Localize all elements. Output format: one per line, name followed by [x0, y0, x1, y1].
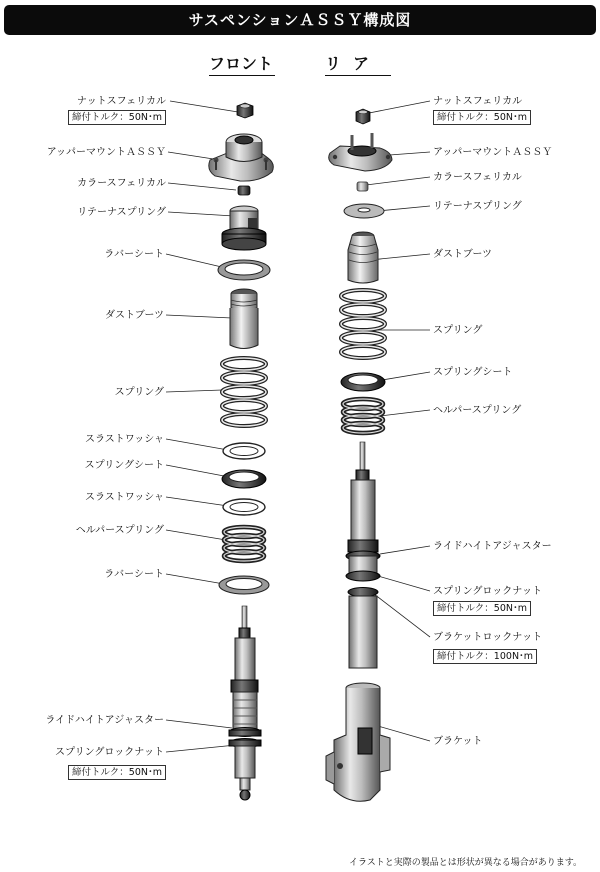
- front-spring-lock-nut-label: スプリングロックナット: [55, 747, 164, 758]
- rear-dust-boot-label: ダストブーツ: [433, 249, 492, 260]
- rear-nut-torque-spec: 締付トルク：50N･m: [433, 110, 531, 125]
- rear-bracket-lock-torque-spec: 締付トルク：100N･m: [433, 649, 537, 664]
- front-thrust-washer-lower-label: スラストワッシャ: [85, 492, 164, 503]
- front-rubber-seat-upper-label: ラバーシート: [104, 249, 164, 260]
- front-rubber-seat-lower-label: ラバーシート: [104, 569, 164, 580]
- rear-spring-seat-label: スプリングシート: [433, 367, 513, 378]
- diagram-title: サスペンションＡＳＳＹ構成図: [4, 5, 596, 35]
- front-spring-seat-label: スプリングシート: [84, 460, 164, 471]
- front-upper-mount-label: アッパーマウントＡＳＳＹ: [46, 147, 166, 158]
- rear-retainer-spring-label: リテーナスプリング: [433, 201, 522, 212]
- front-dust-boot-label: ダストブーツ: [105, 310, 164, 321]
- rear-upper-mount-label: アッパーマウントＡＳＳＹ: [433, 147, 553, 158]
- rear-assembly: [326, 109, 392, 801]
- front-retainer-spring-label: リテーナスプリング: [77, 207, 166, 218]
- rear-nut-spherical-label: ナットスフェリカル: [433, 96, 523, 107]
- rear-spring-lock-torque-spec: 締付トルク：50N･m: [433, 601, 531, 616]
- rear-helper-spring-label: ヘルパースプリング: [433, 405, 522, 416]
- rear-spring-lock-nut-label: スプリングロックナット: [433, 586, 542, 597]
- front-thrust-washer-upper-label: スラストワッシャ: [85, 434, 164, 445]
- leader-lines: [166, 101, 430, 752]
- rear-ride-height-adjuster-label: ライドハイトアジャスター: [433, 541, 552, 552]
- rear-bracket-label: ブラケット: [433, 736, 483, 747]
- rear-spring-label: スプリング: [433, 325, 483, 336]
- front-spring-lock-torque-spec: 締付トルク：50N･m: [68, 765, 166, 780]
- rear-column-heading: リア: [325, 54, 391, 76]
- rear-bracket-lock-nut-label: ブラケットロックナット: [433, 632, 543, 643]
- front-column-heading: フロント: [209, 54, 275, 76]
- front-ride-height-adjuster-label: ライドハイトアジャスター: [45, 715, 164, 726]
- rear-collar-spherical-label: カラースフェリカル: [433, 172, 522, 183]
- front-assembly: [209, 103, 274, 800]
- front-helper-spring-label: ヘルパースプリング: [75, 525, 164, 536]
- disclaimer-footnote: イラストと実際の製品とは形状が異なる場合があります。: [348, 858, 582, 868]
- front-nut-spherical-label: ナットスフェリカル: [76, 96, 166, 107]
- front-collar-spherical-label: カラースフェリカル: [77, 178, 166, 189]
- front-nut-torque-spec: 締付トルク：50N･m: [68, 110, 166, 125]
- front-spring-label: スプリング: [114, 387, 164, 398]
